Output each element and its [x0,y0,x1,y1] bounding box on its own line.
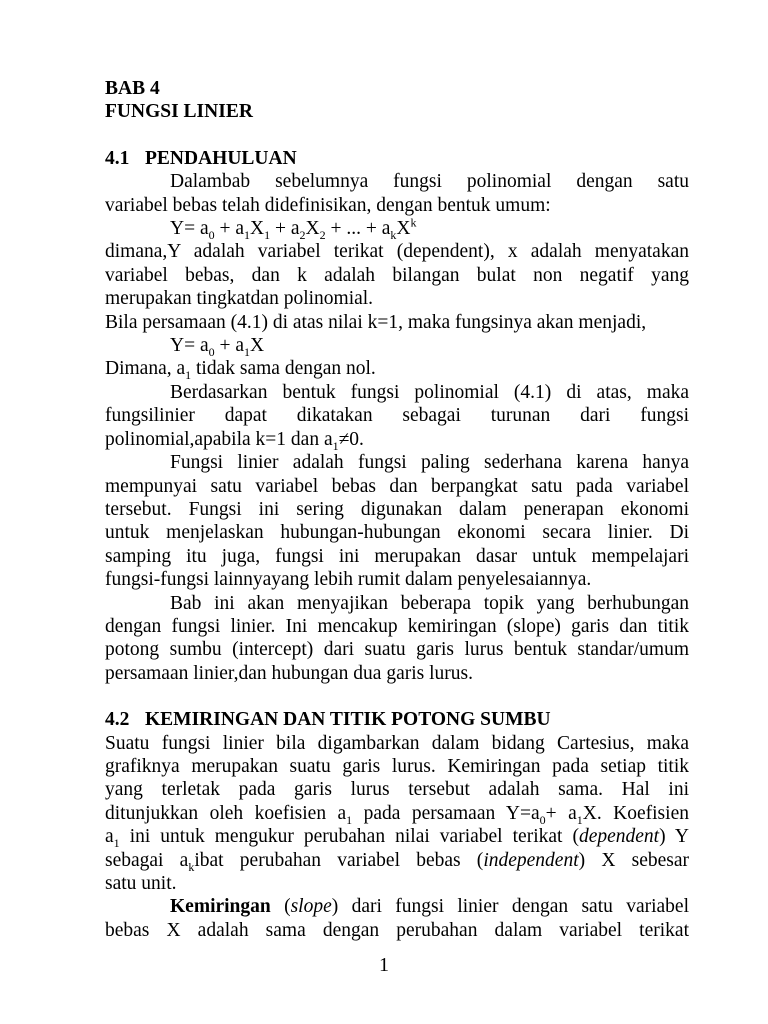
chapter-number: BAB 4 [105,78,160,99]
paragraph-line: tersebut. Fungsi ini sering digunakan dalam penerapan ekonomi [105,498,689,520]
paragraph-line: merupakan tingkatdan polinomial. [105,288,374,310]
paragraph-line: sebagai $a_kibat$ perubahan variabel bebas (independent) X sebesar [105,849,689,874]
paragraph-line: Bab ini akan menyajikan beberapa topik yang berhubungan [170,592,689,614]
section-number: 4.1 [105,147,130,169]
paragraph-line: dimana,Y adalah variabel terikat (dependent), x adalah menyatakan [105,241,689,263]
paragraph-line: mempunyai satu variabel bebas dan berpangkat satu pada variabel [105,475,689,497]
section-number: 4.2 [105,709,130,731]
paragraph-line: grafiknya merupakan suatu garis lurus. Kemiringan pada setiap titik [105,755,689,777]
chapter-title: FUNGSI LINIER [105,101,253,123]
paragraph-line: potong sumbu (intercept) dari suatu garis lurus bentuk standar/umum [105,639,689,661]
paragraph-line: Dimana, $a_1$ tidak sama dengan nol. [105,358,376,383]
paragraph-line: bebas X adalah sama dengan perubahan dalam variabel terikat [105,919,689,941]
paragraph-line: Berdasarkan bentuk fungsi polinomial (4.1) di atas, maka [170,381,689,403]
section-heading-4-1 [105,147,689,170]
paragraph-line: variabel bebas telah didefinisikan, dengan bentuk umum: [105,194,551,216]
paragraph-line: fungsilinier dapat dikatakan sebagai turunan dari fungsi [105,405,689,427]
paragraph-line: untuk menjelaskan hubungan-hubungan ekonomi secara linier. Di [105,522,689,544]
document-page [105,77,689,942]
paragraph-line: Kemiringan (slope) dari fungsi linier dengan satu variabel [170,896,690,918]
section-heading-4-2 [105,708,689,731]
paragraph-line: $a_1$ ini untuk mengukur perubahan nilai variabel terikat (dependent) Y [105,826,689,851]
paragraph-line: ditunjukkan oleh koefisien $a_1$ pada persamaan $Y=a_0+ a_1X$. Koefisien [105,802,689,827]
paragraph-line: polinomial,apabila k=1 dan $a_1\ne 0$. [105,428,364,453]
paragraph-line: satu unit. [105,873,177,894]
paragraph-line: dengan fungsi linier. Ini mencakup kemiringan (slope) garis dan titik [105,615,689,637]
paragraph-line: fungsi-fungsi lainnyayang lebih rumit dalam penyelesaiannya. [105,569,592,591]
paragraph-line: persamaan linier,dan hubungan dua garis lurus. [105,662,473,684]
section-title: PENDAHULUAN [145,147,297,169]
paragraph-line: Suatu fungsi linier bila digambarkan dalam bidang Cartesius, maka [105,732,689,754]
paragraph-line: yang terletak pada garis lurus tersebut adalah sama. Hal ini [105,779,689,801]
paragraph-line: Dalambab sebelumnya fungsi polinomial dengan satu [170,171,689,193]
paragraph-line: Bila persamaan (4.1) di atas nilai k=1, maka fungsinya akan menjadi, [105,311,647,333]
paragraph-line: Fungsi linier adalah fungsi paling sederhana karena hanya [170,452,689,474]
paragraph-line: variabel bebas, dan k adalah bilangan bulat non negatif yang [105,264,689,286]
section-title: KEMIRINGAN DAN TITIK POTONG SUMBU [145,709,551,731]
equation-general-polynomial: $Y= a_0 + a_1X_1 + a_2X_2$ + ... + $a_kX^k$ [170,215,417,242]
page-number: 1 [379,954,389,976]
equation-linear: $Y= a_0 + a_1X$ [170,335,265,359]
paragraph-line: samping itu juga, fungsi ini merupakan dasar untuk mempelajari [105,545,689,567]
